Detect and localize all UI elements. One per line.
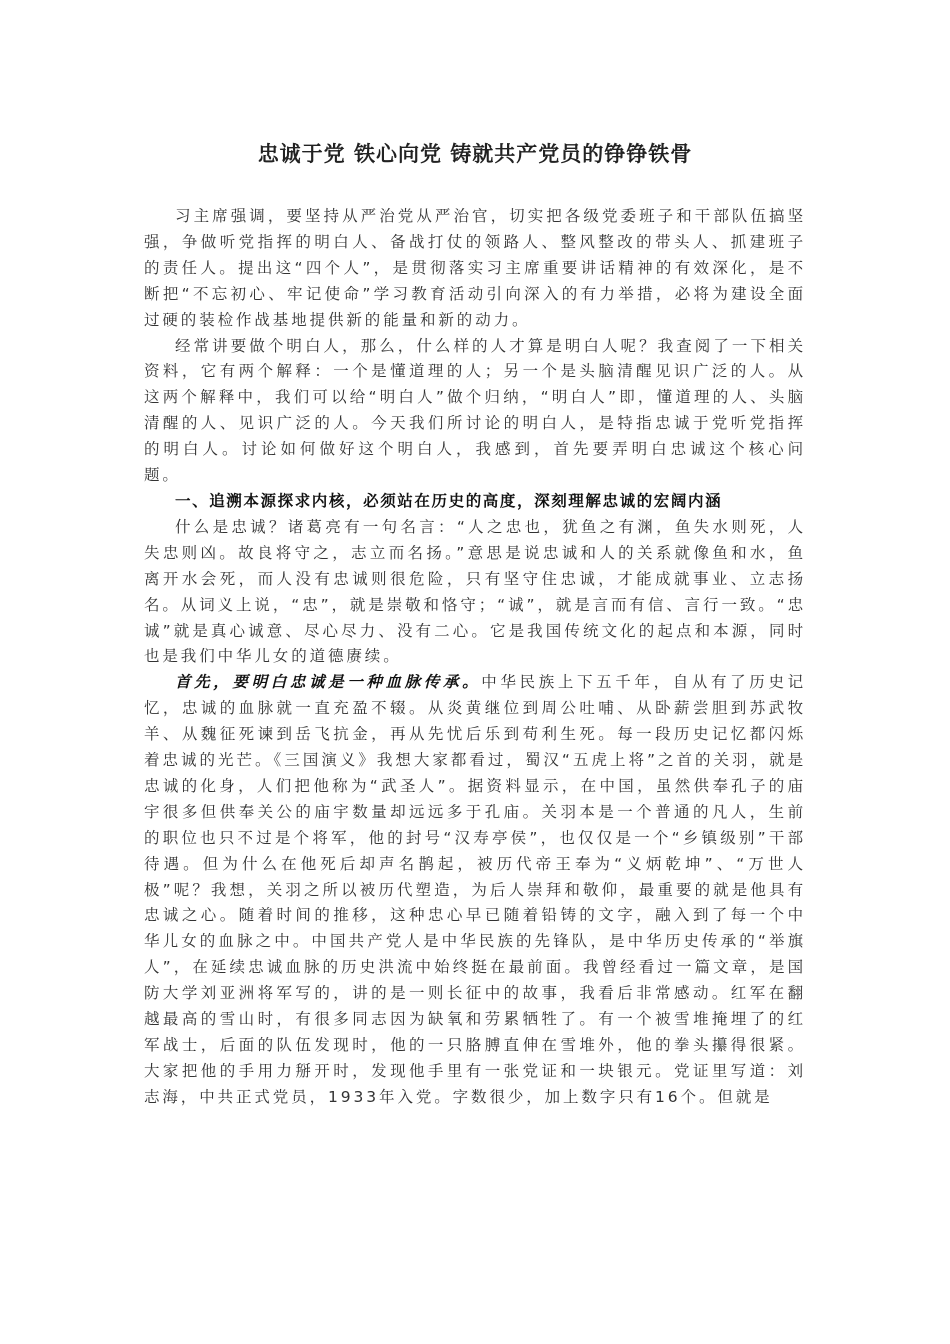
document-title: 忠诚于党 铁心向党 铸就共产党员的铮铮铁骨: [257, 142, 693, 166]
paragraph-intro: 习主席强调，要坚持从严治党从严治官，切实把各级党委班子和干部队伍搞坚强，争做听党指挥的明白人、备战打仗的领路人、整风整改的带头人、抓建班子的责任人。提出这“四个人”，是贯彻落实习主席重要讲话精神的有效深化，是不断把“不忘初心、牢记使命”学习教育活动引向深入的有力举措，必将为建设全面过硬的装检作战基地提供新的能量和新的动力。: [144, 207, 806, 329]
document-body: [144, 204, 806, 1111]
paragraph-understanding: 经常讲要做个明白人，那么，什么样的人才算是明白人呢？我查阅了一下相关资料，它有两个解释：一个是懂道理的人；另一个是头脑清醒见识广泛的人。从这两个解释中，我们可以给“明白人”做个归纳，“明白人”即，懂道理的人、头脑清醒的人、见识广泛的人。今天我们所讨论的明白人，是特指忠诚于党听党指挥的明白人。讨论如何做好这个明白人，我感到，首先要弄明白忠诚这个核心问题。: [144, 336, 806, 485]
section-heading: 一、追溯本源探求内核，必须站在历史的高度，深刻理解忠诚的宏阔内涵: [175, 491, 723, 510]
paragraph-loyalty-definition: 什么是忠诚？诸葛亮有一句名言：“人之忠也，犹鱼之有渊，鱼失水则死，人失忠则凶。故良将守之，志立而名扬。”意思是说忠诚和人的关系就像鱼和水，鱼离开水会死，而人没有忠诚则很危险，只有坚守住忠诚，才能成就事业、立志扬名。从词义上说，“忠”，就是崇敬和恪守；“诚”，就是言而有信、言行一致。“忠诚”就是真心诚意、尽心尽力、没有二心。它是我国传统文化的起点和本源，同时也是我们中华儿女的道德赓续。: [144, 517, 806, 666]
paragraph-bloodline-text: 中华民族上下五千年，自从有了历史记忆，忠诚的血脉就一直充盈不辍。从炎黄继位到周公吐哺、从卧薪尝胆到苏武牧羊、从魏征死谏到岳飞抗金，再从先忧后乐到苟利生死。每一段历史记忆都闪烁着忠诚的光芒。《三国演义》我想大家都看过，蜀汉“五虎上将”之首的关羽，就是忠诚的化身，人们把他称为“武圣人”。据资料显示，在中国，虽然供奉孔子的庙宇很多但供奉关公的庙宇数量却远远多于孔庙。关羽本是一个普通的凡人，生前的职位也只不过是个将军，他的封号“汉寿亭侯”，也仅仅是一个“乡镇级别”干部待遇。但为什么在他死后却声名鹊起，被历代帝王奉为“义炳乾坤”、“万世人极”呢？我想，关羽之所以被历代塑造，为后人崇拜和敬仰，最重要的就是他具有忠诚之心。随着时间的推移，这种忠心早已随着铅铸的文字，融入到了每一个中华儿女的血脉之中。中国共产党人是中华民族的先锋队，是中华历史传承的“举旗人”，在延续忠诚血脉的历史洪流中始终挺在最前面。我曾经看过一篇文章，是国防大学刘亚洲将军写的，讲的是一则长征中的故事，我看后非常感动。红军在翻越最高的雪山时，有很多同志因为缺氧和劳累牺牲了。有一个被雪堆掩埋了的红军战士，后面的队伍发现时，他的一只胳膊直伸在雪堆外，他的拳头攥得很紧。大家把他的手用力掰开时，发现他手里有一张党证和一块银元。党证里写道：刘志海，中共正式党员，1933年入党。字数很少，加上数字只有16个。但就是: [144, 673, 806, 1106]
paragraph-lead-sentence: 首先，要明白忠诚是一种血脉传承。: [175, 673, 482, 692]
paragraph-bloodline: [144, 670, 806, 1110]
